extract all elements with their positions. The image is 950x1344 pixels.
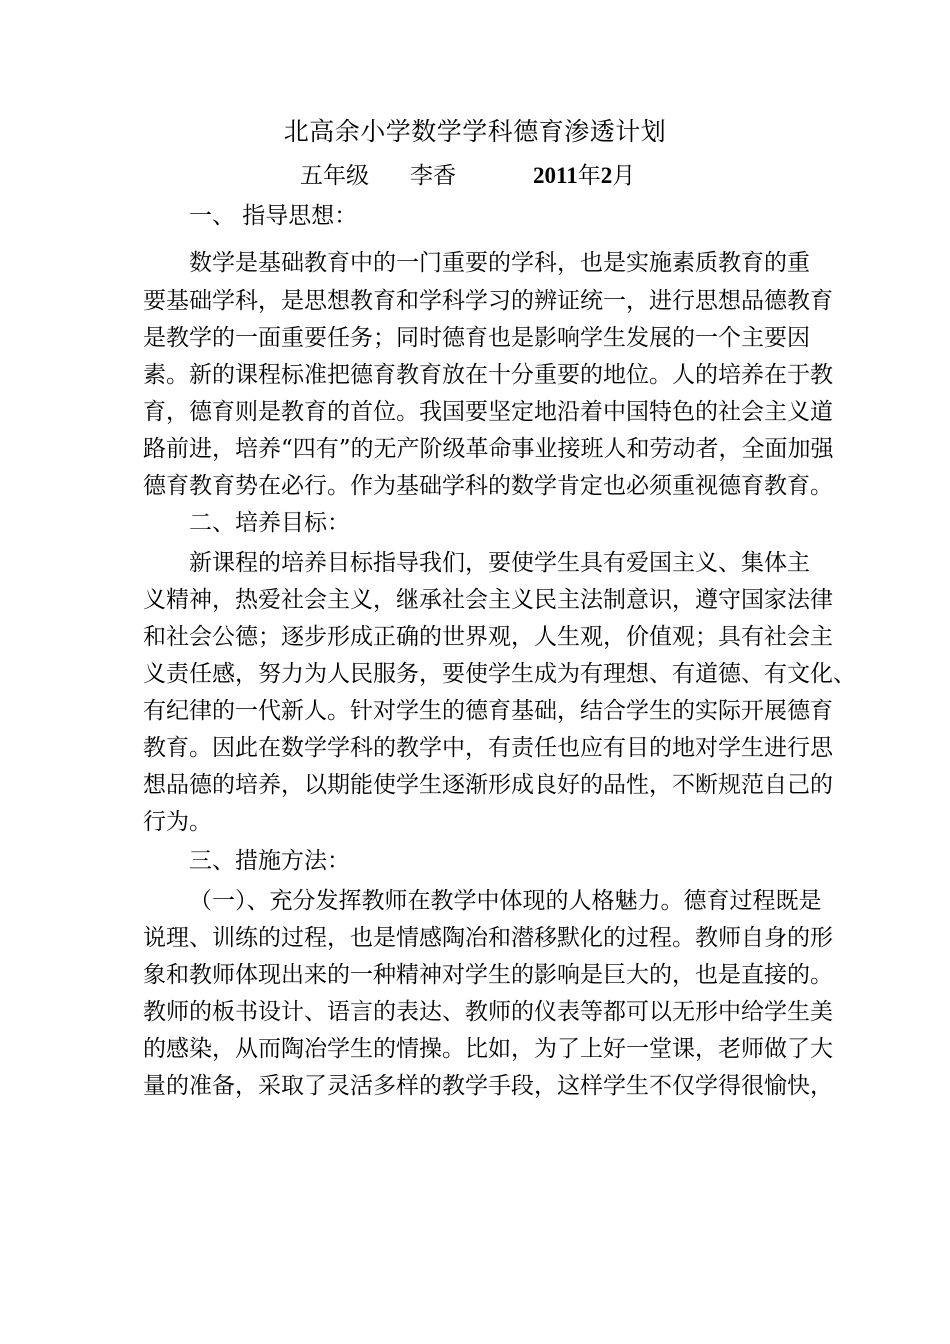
- subtitle-author: 李香: [410, 163, 456, 189]
- section-heading-guiding-thought: 一、 指导思想：: [189, 203, 358, 229]
- paragraph-line: 新课程的培养目标指导我们，要使学生具有爱国主义、集体主: [189, 549, 810, 576]
- paragraph-line: 教师的板书设计、语言的表达、教师的仪表等都可以无形中给学生美: [143, 998, 833, 1025]
- paragraph-line: 义责任感，努力为人民服务，要使学生成为有理想、有道德、有文化、: [143, 660, 856, 687]
- paragraph-line: 义精神，热爱社会主义，继承社会主义民主法制意识，遵守国家法律: [143, 586, 833, 613]
- section-heading-training-goals: 二、培养目标：: [189, 509, 350, 536]
- date-year: 2011: [533, 163, 578, 188]
- paragraph-line: （一）、充分发挥教师在教学中体现的人格魅力。德育过程既是: [189, 887, 822, 914]
- paragraph-line: 素。新的课程标准把德育教育放在十分重要的地位。人的培养在于教: [143, 361, 833, 388]
- date-month: 2: [600, 163, 613, 188]
- document-subtitle: [0, 156, 950, 196]
- paragraph-line: 说理、训练的过程，也是情感陶冶和潜移默化的过程。教师自身的形: [143, 924, 833, 951]
- paragraph-line: 的感染，从而陶冶学生的情操。比如，为了上好一堂课，老师做了大: [143, 1035, 833, 1062]
- paragraph-line: 量的准备，采取了灵活多样的教学手段，这样学生不仅学得很愉快，: [143, 1072, 833, 1099]
- paragraph-line: 有纪律的一代新人。针对学生的德育基础，结合学生的实际开展德育: [143, 697, 833, 724]
- paragraph-line: 德育教育势在必行。作为基础学科的数学肯定也必须重视德育教育。: [143, 472, 833, 499]
- paragraph-line: 育，德育则是教育的首位。我国要坚定地沿着中国特色的社会主义道: [143, 398, 833, 425]
- section-heading-measures: 三、措施方法：: [189, 847, 350, 874]
- paragraph-line: 象和教师体现出来的一种精神对学生的影响是巨大的，也是直接的。: [143, 961, 833, 988]
- paragraph-line: 行为。: [143, 808, 212, 835]
- subtitle-date: [533, 156, 635, 196]
- paragraph-line: 路前进，培养“四有”的无产阶级革命事业接班人和劳动者，全面加强: [143, 435, 834, 462]
- paragraph-line: 要基础学科，是思想教育和学科学习的辨证统一，进行思想品德教育: [143, 287, 833, 314]
- document-body: [143, 198, 856, 1105]
- paragraph-line: 和社会公德；逐步形成正确的世界观，人生观，价值观；具有社会主: [143, 623, 833, 650]
- paragraph-line: 是教学的一面重要任务；同时德育也是影响学生发展的一个主要因: [143, 324, 810, 351]
- paragraph-line: 数学是基础教育中的一门重要的学科，也是实施素质教育的重: [189, 250, 810, 276]
- subtitle-grade: 五年级: [300, 163, 369, 189]
- paragraph-line: 教育。因此在数学学科的教学中，有责任也应有目的地对学生进行思: [143, 734, 833, 761]
- document-title: 北高余小学数学学科德育渗透计划: [283, 117, 667, 146]
- date-year-suffix: 年: [577, 163, 601, 189]
- paragraph-line: 想品德的培养，以期能使学生逐渐形成良好的品性，不断规范自己的: [143, 771, 833, 798]
- date-month-suffix: 月: [612, 163, 636, 189]
